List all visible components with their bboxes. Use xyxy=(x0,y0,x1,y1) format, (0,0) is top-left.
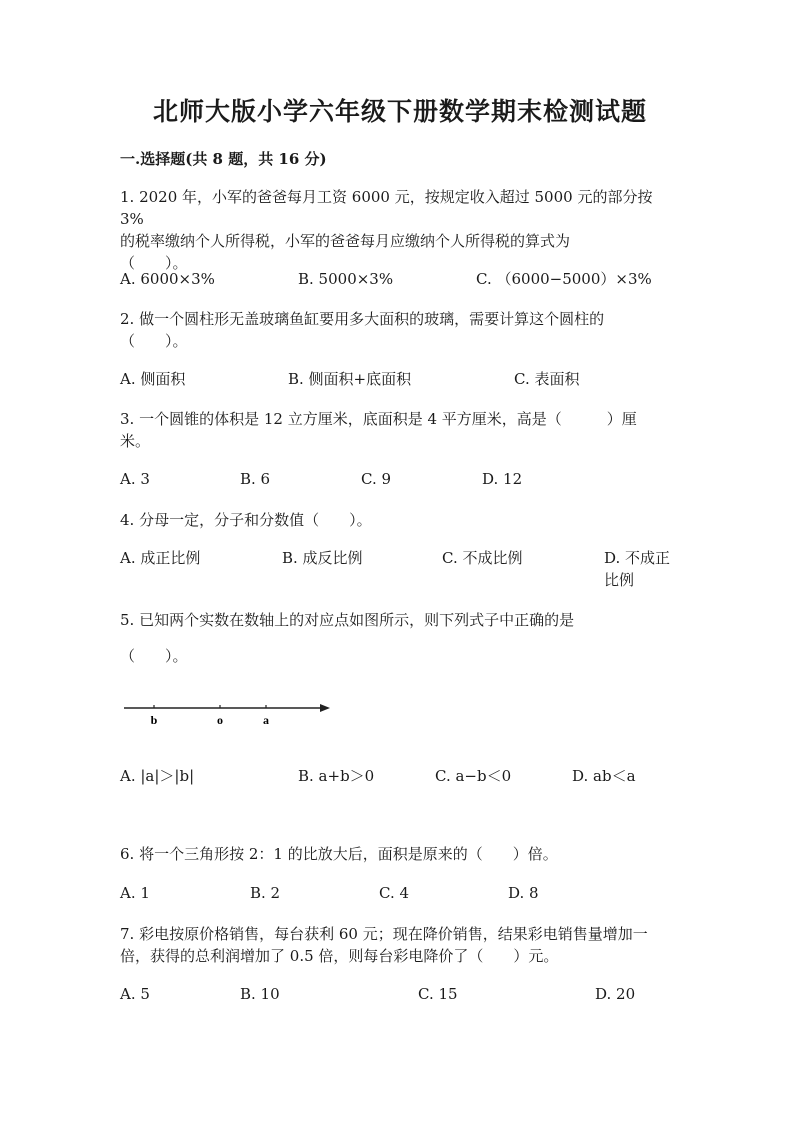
point-label-o: o xyxy=(217,713,223,727)
option-b: B. 10 xyxy=(240,985,280,1003)
question-4-options xyxy=(120,547,680,591)
option-a: A. 侧面积 xyxy=(120,370,186,388)
option-b: B. a+b＞0 xyxy=(298,767,375,785)
page-title: 北师大版小学六年级下册数学期末检测试题 xyxy=(152,97,647,126)
option-c: C. （6000−5000）×3% xyxy=(476,270,652,288)
question-6 xyxy=(120,843,680,865)
question-4 xyxy=(120,509,680,531)
number-line-figure xyxy=(120,696,340,736)
section-heading: 一.选择题(共 8 题，共 16 分) xyxy=(120,150,327,168)
question-1-options xyxy=(120,268,680,312)
question-5-options xyxy=(120,765,680,809)
option-c: C. 9 xyxy=(361,470,392,488)
option-b: B. 5000×3% xyxy=(298,270,394,288)
point-label-a: a xyxy=(263,713,269,727)
number-line-arrow xyxy=(320,704,330,712)
option-d: D. 8 xyxy=(508,884,539,902)
option-c: C. 15 xyxy=(418,985,458,1003)
option-c: C. a−b＜0 xyxy=(435,767,512,785)
option-b: B. 2 xyxy=(250,884,281,902)
question-text-line: 6. 将一个三角形按 2：1 的比放大后，面积是原来的（ ）倍。 xyxy=(120,845,558,863)
option-a: A. |a|＞|b| xyxy=(120,767,195,785)
option-a: A. 5 xyxy=(120,985,150,1003)
question-text-line: 4. 分母一定，分子和分数值（ ）。 xyxy=(120,511,372,529)
option-d: D. ab＜a xyxy=(572,767,636,785)
option-b: B. 6 xyxy=(240,470,271,488)
option-b: B. 成反比例 xyxy=(282,549,363,567)
option-a: A. 3 xyxy=(120,470,150,488)
option-c: C. 表面积 xyxy=(514,370,580,388)
question-text-line: （ ）。 xyxy=(120,254,188,272)
question-text-line: （ ）。 xyxy=(120,332,188,350)
question-text-line: 2. 做一个圆柱形无盖玻璃鱼缸要用多大面积的玻璃，需要计算这个圆柱的 xyxy=(120,310,605,328)
question-7-options xyxy=(120,983,680,1027)
point-label-b: b xyxy=(150,713,158,727)
question-3 xyxy=(120,408,680,452)
question-text-line: 米。 xyxy=(120,432,151,450)
question-1 xyxy=(120,186,680,274)
question-text-line: 1. 2020 年，小军的爸爸每月工资 6000 元，按规定收入超过 5000 元的部分按 3% xyxy=(120,188,653,228)
question-2 xyxy=(120,308,680,352)
question-text-line: 的税率缴纳个人所得税，小军的爸爸每月应缴纳个人所得税的算式为 xyxy=(120,232,571,250)
question-6-options xyxy=(120,882,680,926)
option-b: B. 侧面积+底面积 xyxy=(288,370,412,388)
option-d: D. 20 xyxy=(595,985,636,1003)
question-text-line: （ ）。 xyxy=(120,647,188,665)
question-3-options xyxy=(120,468,680,512)
question-text-line: 3. 一个圆锥的体积是 12 立方厘米，底面积是 4 平方厘米，高是（ ）厘 xyxy=(120,410,637,428)
option-a: A. 1 xyxy=(120,884,150,902)
option-d: D. 不成正比例 xyxy=(604,549,671,589)
option-c: C. 4 xyxy=(379,884,410,902)
question-text-line: 7. 彩电按原价格销售，每台获利 60 元；现在降价销售，结果彩电销售量增加一 xyxy=(120,925,648,943)
question-2-options xyxy=(120,368,680,412)
question-text-line: 倍，获得的总利润增加了 0.5 倍，则每台彩电降价了（ ）元。 xyxy=(120,947,559,965)
option-a: A. 成正比例 xyxy=(120,549,201,567)
option-c: C. 不成比例 xyxy=(442,549,523,567)
question-7 xyxy=(120,923,680,967)
question-text-line: 5. 已知两个实数在数轴上的对应点如图所示，则下列式子中正确的是 xyxy=(120,611,575,629)
option-d: D. 12 xyxy=(482,470,523,488)
option-a: A. 6000×3% xyxy=(120,270,215,288)
question-5 xyxy=(120,609,680,667)
